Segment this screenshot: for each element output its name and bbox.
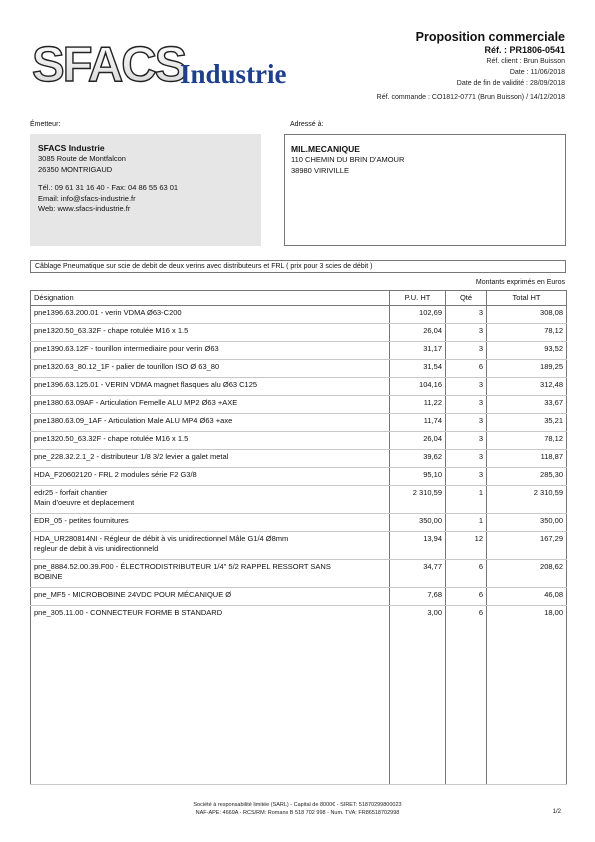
table-row <box>31 606 567 785</box>
validity-date: Date de fin de validité : 28/09/2018 <box>456 80 565 87</box>
item-designation: pne1320.63_80.12_1F - palier de tourillon ISO Ø 63_80 <box>31 360 390 378</box>
item-total: 18,00 <box>487 606 567 785</box>
item-quantity: 12 <box>446 532 487 560</box>
order-reference: Réf. commande : CO1812-0771 (Brun Buisson) / 14/12/2018 <box>376 94 565 101</box>
client-reference: Réf. client : Brun Buisson <box>486 58 565 65</box>
item-quantity: 1 <box>446 486 487 514</box>
line-items-table <box>30 290 567 785</box>
item-unit-price: 11,22 <box>390 396 446 414</box>
item-quantity: 6 <box>446 606 487 785</box>
item-designation: pne_305.11.00 - CONNECTEUR FORME B STANDARD <box>31 606 390 785</box>
table-row <box>31 532 567 560</box>
emitter-address-line2: 26350 MONTRIGAUD <box>38 164 113 174</box>
item-total: 350,00 <box>487 514 567 532</box>
item-unit-price: 95,10 <box>390 468 446 486</box>
item-unit-price: 26,04 <box>390 432 446 450</box>
item-designation: edr25 - forfait chantier Main d'oeuvre et deplacement <box>31 486 390 514</box>
footer-line1: Société à responsabilité limitée (SARL) - Capital de 8000€ - SIRET: 51870299800023 <box>193 802 402 808</box>
item-unit-price: 11,74 <box>390 414 446 432</box>
item-designation: EDR_05 - petites fournitures <box>31 514 390 532</box>
emitter-address-line1: 3085 Route de Montfalcon <box>38 154 126 163</box>
item-designation-detail: Main d'oeuvre et deplacement <box>34 498 135 507</box>
header-unit-price: P.U. HT <box>390 291 446 306</box>
logo-mark: SFACS <box>32 38 186 92</box>
item-total: 78,12 <box>487 324 567 342</box>
item-total: 308,08 <box>487 306 567 324</box>
item-quantity: 6 <box>446 560 487 588</box>
addressee-label: Adressé à: <box>290 121 324 128</box>
proposal-description: Câblage Pneumatique sur scie de debit de deux verins avec distributeurs et FRL ( prix pour 3 scies de débit ) <box>30 260 566 273</box>
item-designation: pne1380.63.09_1AF - Articulation Male ALU MP4 Ø63 +axe <box>31 414 390 432</box>
logo-word: Industrie <box>180 59 287 89</box>
legal-footer <box>0 801 595 817</box>
item-designation: pne1396.63.125.01 - VERIN VDMA magnet flasques alu Ø63 C125 <box>31 378 390 396</box>
item-total: 93,52 <box>487 342 567 360</box>
item-unit-price: 26,04 <box>390 324 446 342</box>
item-unit-price: 7,68 <box>390 588 446 606</box>
item-total: 33,67 <box>487 396 567 414</box>
item-total: 208,62 <box>487 560 567 588</box>
item-unit-price: 3,00 <box>390 606 446 785</box>
item-designation: pne_228.32.2.1_2 - distributeur 1/8 3/2 levier a galet metal <box>31 450 390 468</box>
addressee-address-line1: 110 CHEMIN DU BRIN D'AMOUR <box>291 155 405 164</box>
item-quantity: 3 <box>446 468 487 486</box>
document-reference: Réf. : PR1806-0541 <box>484 45 565 55</box>
table-row <box>31 514 567 532</box>
item-total: 78,12 <box>487 432 567 450</box>
document-date: Date : 11/06/2018 <box>509 69 565 76</box>
item-unit-price: 39,62 <box>390 450 446 468</box>
footer-line2: NAF-APE: 4669A - RCS/RM: Romans B 518 702 998 - Num. TVA: FR86518702998 <box>195 810 400 816</box>
item-quantity: 3 <box>446 450 487 468</box>
table-row <box>31 432 567 450</box>
item-designation: pne_MF5 - MICROBOBINE 24VDC POUR MÉCANIQUE Ø <box>31 588 390 606</box>
item-designation: pne1396.63.200.01 - verin VDMA Ø63-C200 <box>31 306 390 324</box>
item-designation: pne1320.50_63.32F - chape rotulée M16 x 1.5 <box>31 324 390 342</box>
emitter-box <box>30 134 261 246</box>
table-row <box>31 342 567 360</box>
table-row <box>31 360 567 378</box>
item-unit-price: 2 310,59 <box>390 486 446 514</box>
item-designation: pne1380.63.09AF - Articulation Femelle ALU MP2 Ø63 +AXE <box>31 396 390 414</box>
addressee-address-line2: 38980 VIRIVILLE <box>291 165 349 175</box>
item-quantity: 3 <box>446 324 487 342</box>
item-quantity: 6 <box>446 360 487 378</box>
table-row <box>31 468 567 486</box>
item-quantity: 3 <box>446 378 487 396</box>
table-row <box>31 588 567 606</box>
document-header <box>377 30 565 103</box>
header-quantity: Qté <box>446 291 487 306</box>
item-quantity: 1 <box>446 514 487 532</box>
item-unit-price: 104,16 <box>390 378 446 396</box>
addressee-name: MIL.MECANIQUE <box>291 144 360 154</box>
item-quantity: 3 <box>446 414 487 432</box>
company-logo <box>30 36 320 92</box>
currency-note: Montants exprimés en Euros <box>475 279 565 286</box>
table-header-row <box>31 291 567 306</box>
item-designation-detail: regleur de debit à vis unidirectionneld <box>34 544 159 553</box>
table-row <box>31 396 567 414</box>
table-row <box>31 324 567 342</box>
emitter-name: SFACS Industrie <box>38 143 105 153</box>
emitter-label: Émetteur: <box>30 121 61 128</box>
item-total: 2 310,59 <box>487 486 567 514</box>
table-row <box>31 450 567 468</box>
item-unit-price: 13,94 <box>390 532 446 560</box>
item-quantity: 6 <box>446 588 487 606</box>
item-quantity: 3 <box>446 306 487 324</box>
table-row <box>31 306 567 324</box>
table-row <box>31 486 567 514</box>
item-unit-price: 350,00 <box>390 514 446 532</box>
page-number: 1/2 <box>552 809 561 815</box>
item-unit-price: 102,69 <box>390 306 446 324</box>
item-designation: pne1320.50_63.32F - chape rotulée M16 x 1.5 <box>31 432 390 450</box>
item-designation: HDA_UR280814NI - Régleur de débit à vis unidirectionnel Mâle G1/4 Ø8mm regleur de debit à vis unidirectionneld <box>31 532 390 560</box>
item-total: 167,29 <box>487 532 567 560</box>
item-designation: pne1390.63.12F - tourillon intermediaire pour verin Ø63 <box>31 342 390 360</box>
item-unit-price: 31,17 <box>390 342 446 360</box>
item-designation: pne_8884.52.00.39.F00 - ÉLECTRODISTRIBUTEUR 1/4" 5/2 RAPPEL RESSORT SANS BOBINE <box>31 560 390 588</box>
table-row <box>31 414 567 432</box>
item-total: 285,30 <box>487 468 567 486</box>
item-designation: HDA_F20602120 - FRL 2 modules série F2 G3/8 <box>31 468 390 486</box>
item-quantity: 3 <box>446 396 487 414</box>
addressee-box <box>284 134 566 246</box>
item-quantity: 3 <box>446 342 487 360</box>
item-quantity: 3 <box>446 432 487 450</box>
table-row <box>31 560 567 588</box>
header-total: Total HT <box>487 291 567 306</box>
item-total: 189,25 <box>487 360 567 378</box>
item-designation-detail: BOBINE <box>34 572 63 581</box>
header-designation: Désignation <box>31 291 390 306</box>
emitter-email: Email: info@sfacs-industrie.fr <box>38 193 136 203</box>
item-total: 46,08 <box>487 588 567 606</box>
item-total: 35,21 <box>487 414 567 432</box>
item-unit-price: 34,77 <box>390 560 446 588</box>
item-total: 312,48 <box>487 378 567 396</box>
emitter-phone: Tél.: 09 61 31 16 40 - Fax: 04 86 55 63 01 <box>38 183 179 192</box>
item-unit-price: 31,54 <box>390 360 446 378</box>
document-title: Proposition commerciale <box>415 30 565 44</box>
emitter-web: Web: www.sfacs-industrie.fr <box>38 204 131 213</box>
item-total: 118,87 <box>487 450 567 468</box>
table-row <box>31 378 567 396</box>
